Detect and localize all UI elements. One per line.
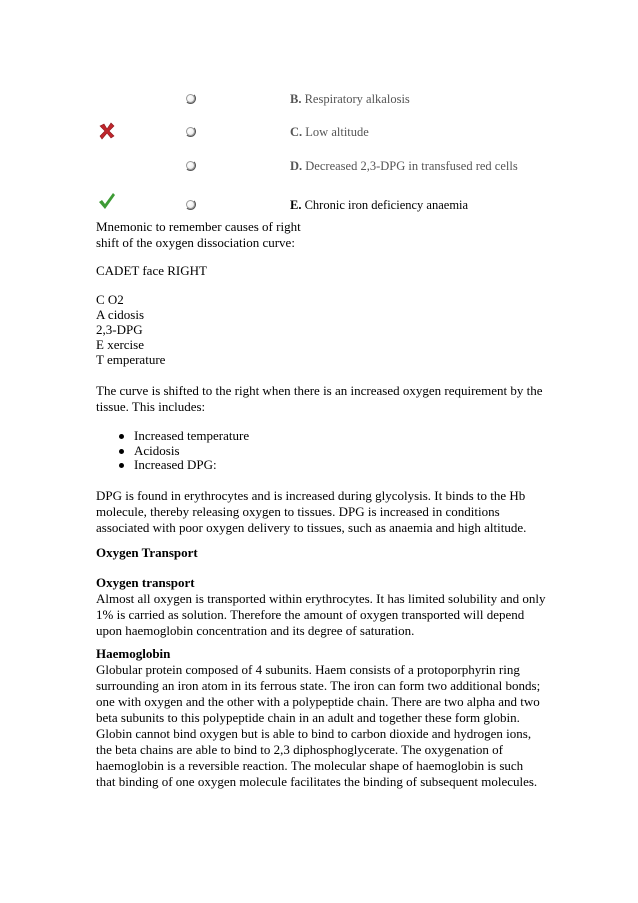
list-item: Increased DPG: bbox=[96, 458, 556, 473]
option-letter: D. bbox=[290, 159, 303, 173]
paragraph-line: associated with poor oxygen delivery to tissues, such as anaemia and high altitude. bbox=[96, 520, 527, 535]
option-text bbox=[290, 91, 410, 107]
mnemonic-item: C O2 bbox=[96, 292, 124, 307]
option-text bbox=[290, 124, 369, 140]
paragraph-line: the beta chains are able to bind to 2,3 diphosphoglycerate. The oxygenation of bbox=[96, 742, 503, 757]
mnemonic-item: T emperature bbox=[96, 352, 166, 367]
option-text bbox=[290, 158, 518, 174]
paragraph-line: tissue. This includes: bbox=[96, 399, 206, 414]
paragraph-line: upon haemoglobin concentration and its degree of saturation. bbox=[96, 623, 415, 638]
paragraph-line: The curve is shifted to the right when there is an increased oxygen requirement by the bbox=[96, 383, 543, 398]
subsection-heading: Oxygen transport bbox=[96, 575, 195, 590]
paragraph-line: that binding of one oxygen molecule facilitates the binding of subsequent molecules. bbox=[96, 774, 538, 789]
radio-button[interactable] bbox=[186, 94, 195, 103]
mnemonic-phrase-block bbox=[96, 263, 556, 279]
mnemonic-phrase: CADET face RIGHT bbox=[96, 263, 207, 278]
answer-option-e[interactable] bbox=[0, 194, 638, 216]
section-title: Oxygen Transport bbox=[96, 545, 198, 560]
answer-option-d[interactable] bbox=[0, 155, 638, 177]
mnemonic-item: 2,3-DPG bbox=[96, 322, 143, 337]
paragraph-line: haemoglobin is a reversible reaction. The molecular shape of haemoglobin is such bbox=[96, 758, 524, 773]
paragraph-line: surrounding an iron atom in its ferrous state. The iron can form two additional bonds; bbox=[96, 678, 541, 693]
dpg-paragraph bbox=[96, 488, 556, 536]
mnemonic-intro: shift of the oxygen dissociation curve: bbox=[96, 235, 295, 250]
option-label: Decreased 2,3-DPG in transfused red cells bbox=[305, 159, 518, 173]
option-label: Low altitude bbox=[305, 125, 369, 139]
option-letter: C. bbox=[290, 125, 303, 139]
answer-option-b[interactable] bbox=[0, 88, 638, 110]
check-icon bbox=[97, 191, 117, 211]
mnemonic-intro: Mnemonic to remember causes of right bbox=[96, 219, 301, 234]
paragraph-line: one with oxygen and the other with a polypeptide chain. There are two alpha and two bbox=[96, 694, 540, 709]
oxygen-transport-section bbox=[96, 575, 556, 639]
option-label: Chronic iron deficiency anaemia bbox=[304, 198, 469, 212]
paragraph-line: 1% is carried as solution. Therefore the amount of oxygen transported will depend bbox=[96, 607, 525, 622]
paragraph-line: Globular protein composed of 4 subunits. Haem consists of a protoporphyrin ring bbox=[96, 662, 520, 677]
option-label: Respiratory alkalosis bbox=[304, 92, 410, 106]
paragraph-line: molecule, thereby releasing oxygen to tissues. DPG is increased in conditions bbox=[96, 504, 500, 519]
curve-bullet-list bbox=[96, 429, 556, 473]
mnemonic-list bbox=[96, 292, 556, 367]
option-letter: B. bbox=[290, 92, 302, 106]
subsection-heading: Haemoglobin bbox=[96, 646, 171, 661]
answer-option-c[interactable] bbox=[0, 121, 638, 143]
radio-button[interactable] bbox=[186, 200, 195, 209]
cross-icon bbox=[97, 121, 117, 141]
option-letter: E. bbox=[290, 198, 302, 212]
haemoglobin-section bbox=[96, 646, 556, 790]
option-text bbox=[290, 197, 468, 213]
paragraph-line: Almost all oxygen is transported within erythrocytes. It has limited solubility and only bbox=[96, 591, 546, 606]
paragraph-line: beta subunits to this polypeptide chain in an adult and together these form globin. bbox=[96, 710, 520, 725]
mnemonic-item: A cidosis bbox=[96, 307, 145, 322]
list-item: Acidosis bbox=[96, 444, 556, 459]
curve-paragraph bbox=[96, 383, 556, 415]
list-item: Increased temperature bbox=[96, 429, 556, 444]
paragraph-line: DPG is found in erythrocytes and is increased during glycolysis. It binds to the Hb bbox=[96, 488, 526, 503]
radio-button[interactable] bbox=[186, 127, 195, 136]
mnemonic-item: E xercise bbox=[96, 337, 145, 352]
mnemonic-block bbox=[96, 219, 556, 251]
paragraph-line: Globin cannot bind oxygen but is able to bind to carbon dioxide and hydrogen ions, bbox=[96, 726, 532, 741]
radio-button[interactable] bbox=[186, 161, 195, 170]
